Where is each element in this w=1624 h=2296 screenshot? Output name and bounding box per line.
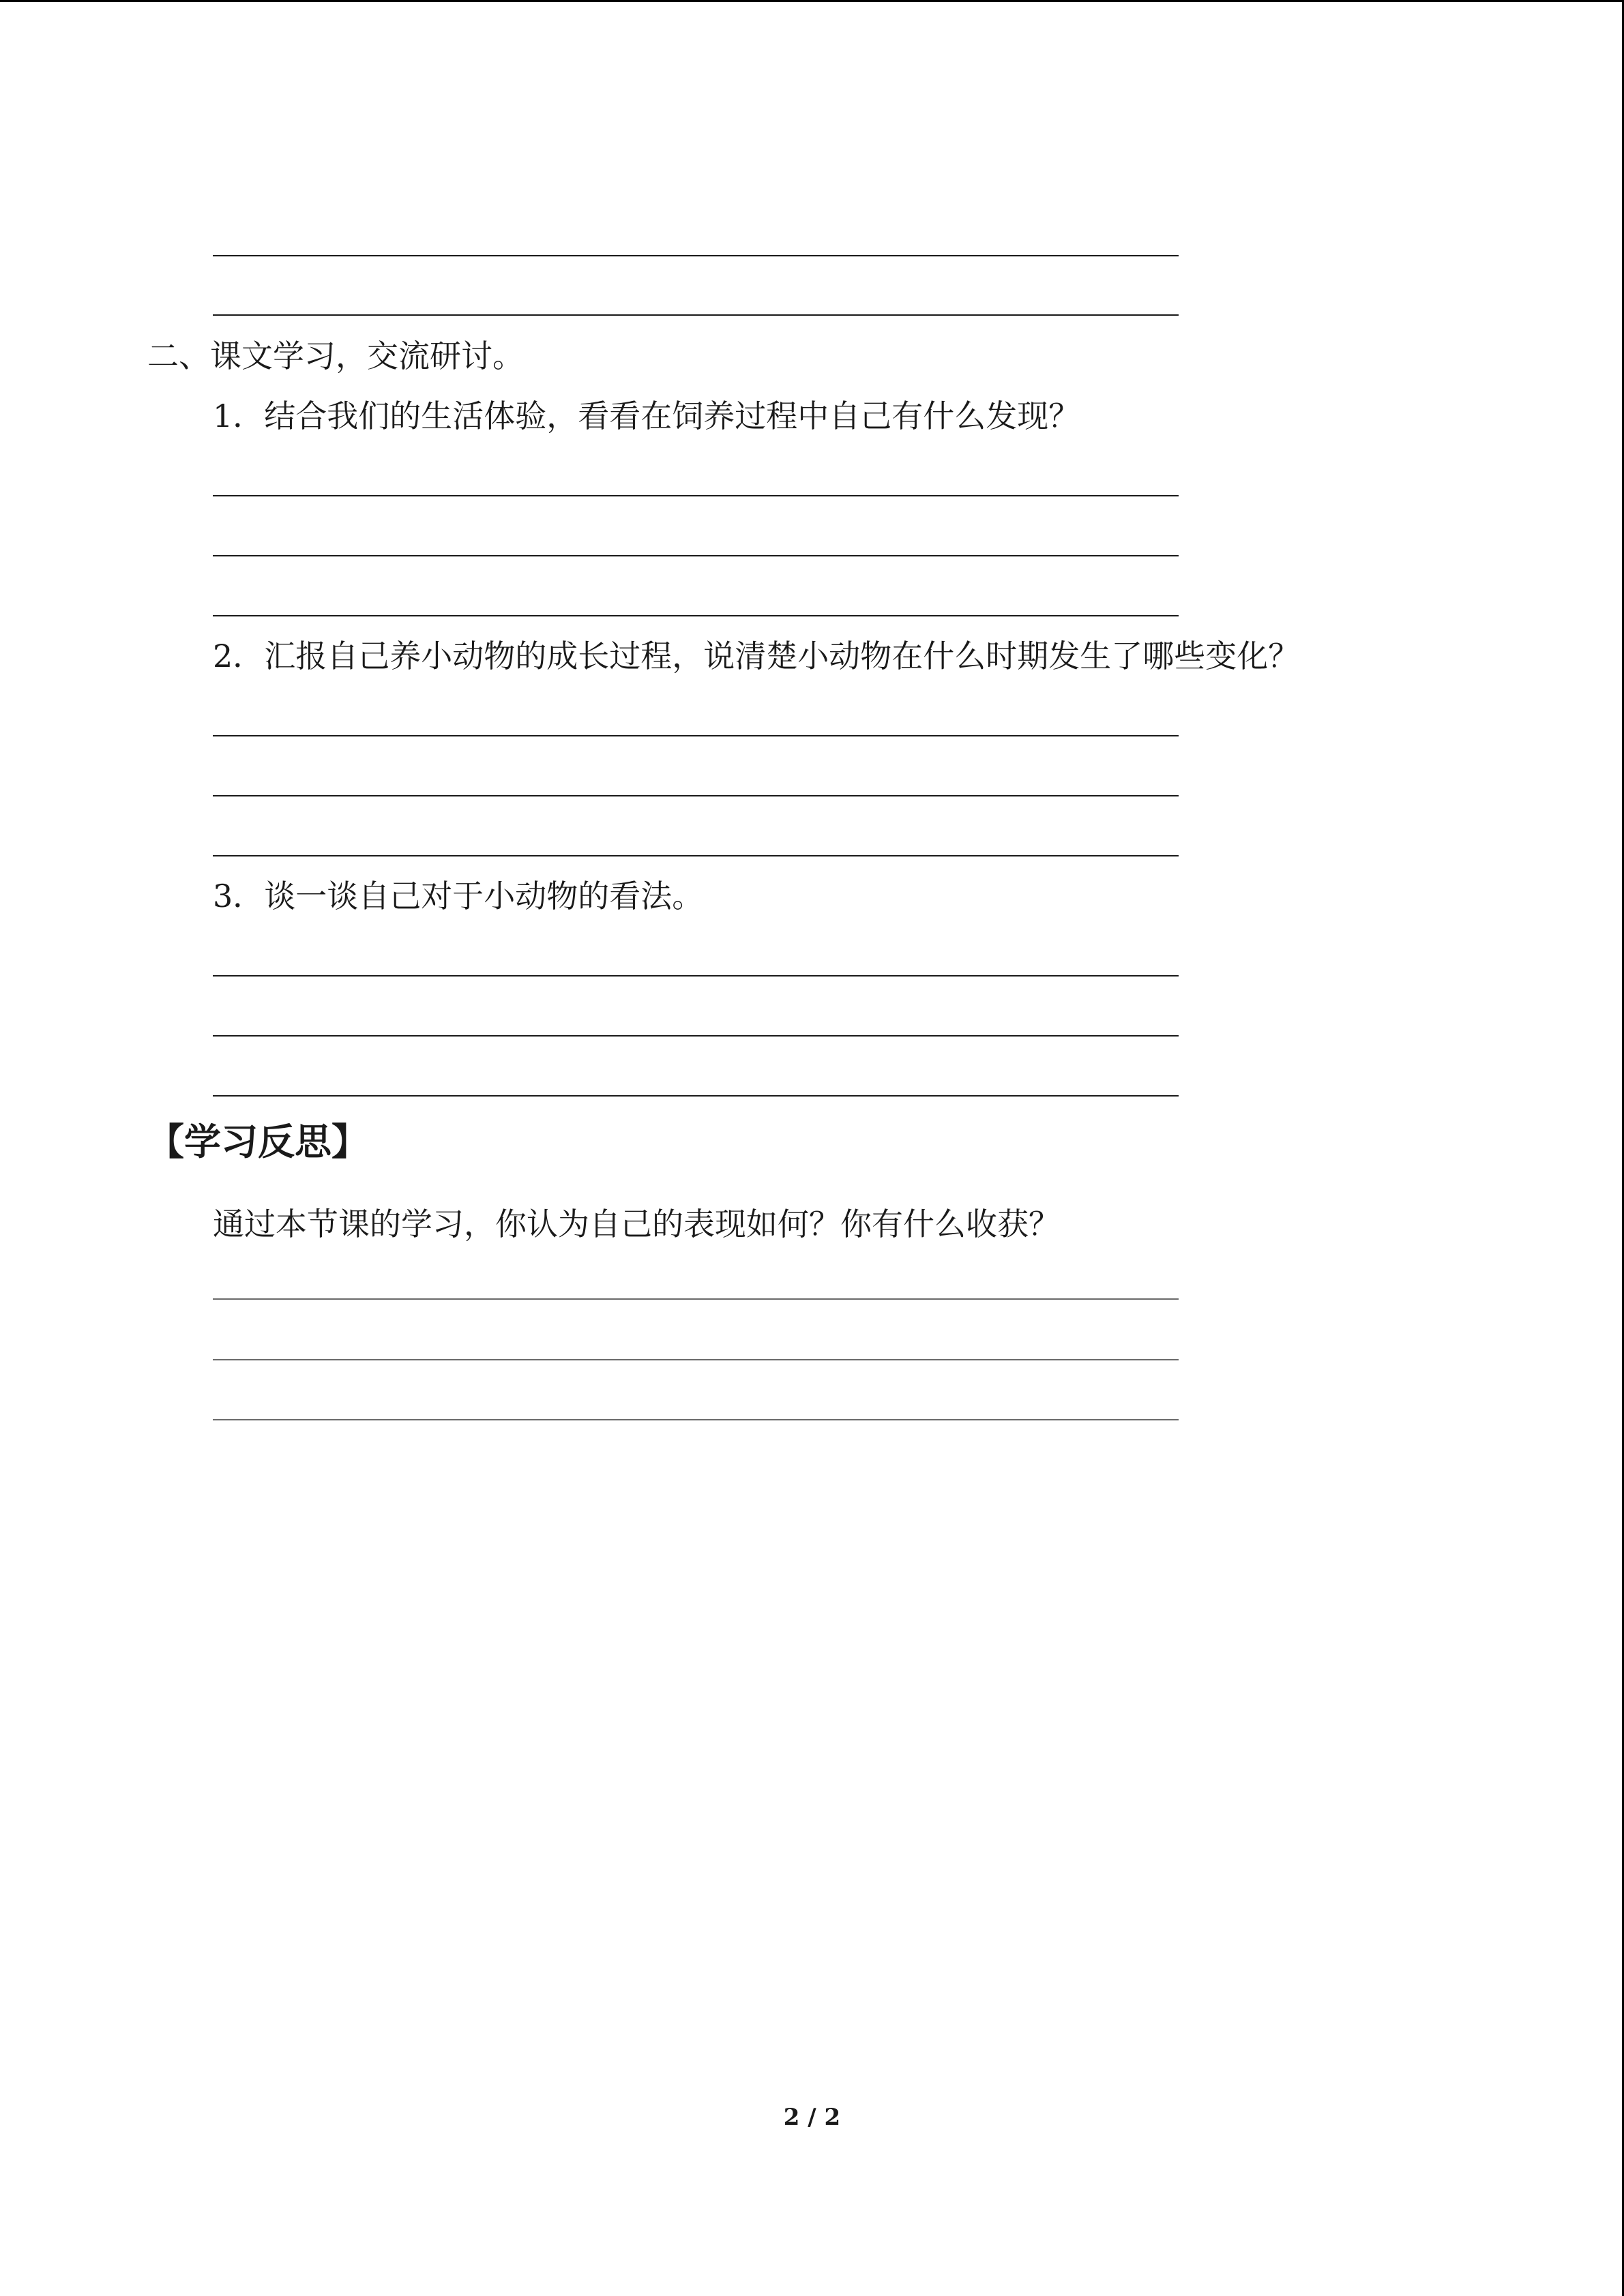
answer-line[interactable] [213, 555, 1179, 556]
answer-line[interactable] [213, 1359, 1179, 1360]
reflection-prompt: 通过本节课的学习，你认为自己的表现如何？你有什么收获？ [213, 1206, 1060, 1242]
reflection-heading: 【学习反思】 [147, 1120, 368, 1163]
answer-line[interactable] [213, 975, 1179, 976]
question-1: 1．结合我们的生活体验，看看在饲养过程中自己有什么发现？ [213, 398, 1080, 434]
answer-line[interactable] [213, 255, 1179, 256]
answer-line[interactable] [213, 495, 1179, 496]
question-2: 2．汇报自己养小动物的成长过程，说清楚小动物在什么时期发生了哪些变化？ [213, 638, 1300, 674]
answer-line[interactable] [213, 1419, 1179, 1420]
answer-line[interactable] [213, 1095, 1179, 1097]
page-number: 2 / 2 [783, 2104, 841, 2131]
answer-line[interactable] [213, 795, 1179, 796]
answer-line[interactable] [213, 314, 1179, 316]
question-3: 3．谈一谈自己对于小动物的看法。 [213, 878, 704, 914]
answer-line[interactable] [213, 735, 1179, 736]
answer-line[interactable] [213, 1035, 1179, 1037]
section-heading: 二、课文学习，交流研讨。 [147, 338, 524, 374]
answer-line[interactable] [213, 1298, 1179, 1300]
answer-line[interactable] [213, 855, 1179, 856]
answer-line[interactable] [213, 615, 1179, 616]
